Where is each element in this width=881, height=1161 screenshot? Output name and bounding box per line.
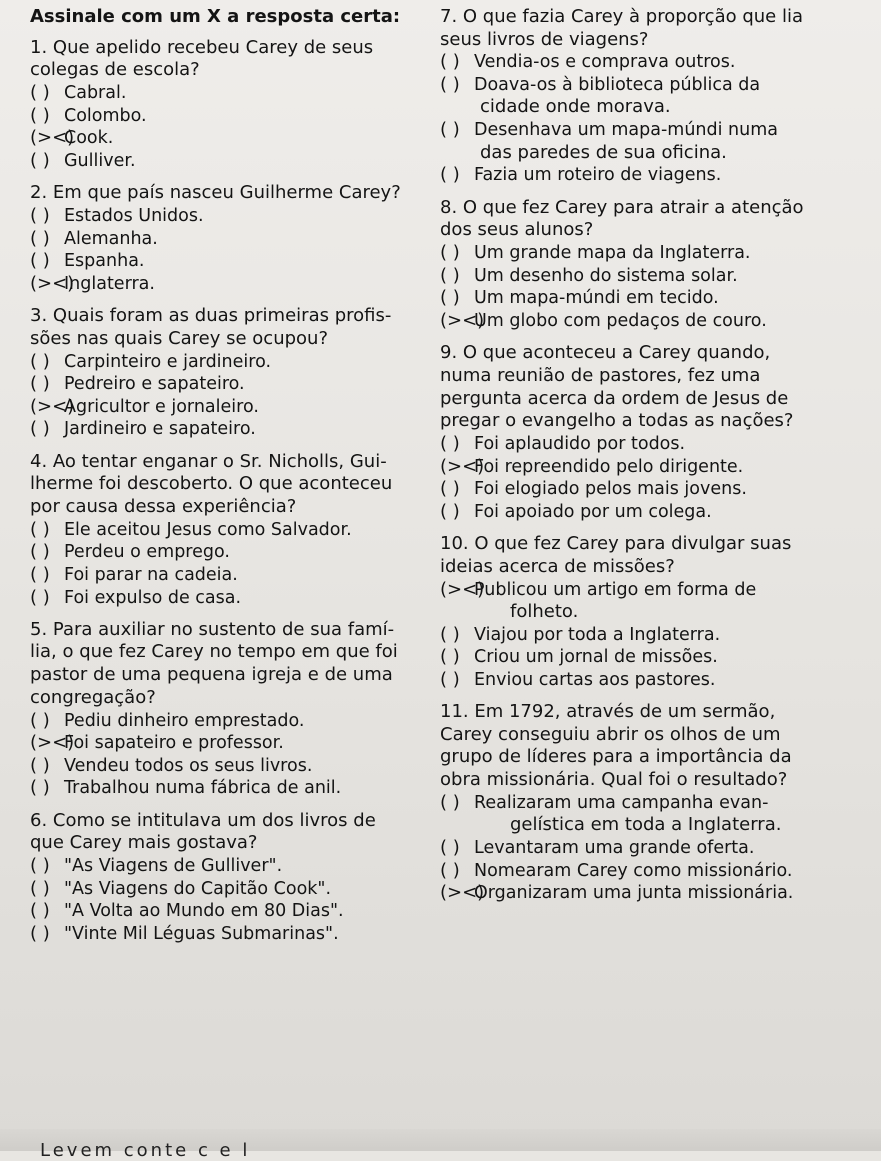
q3-option-2-label: Pedreiro e sapateiro.	[64, 374, 245, 395]
q1-option-3-checkbox[interactable]: (><)	[30, 127, 75, 149]
q6-option-2[interactable]	[30, 877, 432, 900]
question-6-line-1: 6. Como se intitulava um dos livros de	[30, 809, 376, 831]
q6-option-3-label: "A Volta ao Mundo em 80 Dias".	[64, 901, 344, 922]
q6-option-3-checkbox[interactable]: ( )	[30, 900, 50, 922]
q3-option-4-label: Jardineiro e sapateiro.	[64, 419, 256, 440]
q2-option-4-checkbox[interactable]: (><)	[30, 272, 75, 294]
q5-option-3[interactable]	[30, 754, 432, 777]
q11-option-1-label: Realizaram uma campanha evan-	[474, 792, 769, 813]
q7-option-3[interactable]	[440, 119, 876, 142]
cropped-bottom-text: Levem conte c e l	[40, 1140, 251, 1161]
q7-option-1-label: Vendia-os e comprava outros.	[474, 52, 736, 73]
q6-option-4-checkbox[interactable]: ( )	[30, 922, 50, 944]
question-11-line-1: 11. Em 1792, através de um sermão,	[440, 701, 776, 723]
q5-option-4-checkbox[interactable]: ( )	[30, 777, 50, 799]
q6-option-2-label: "As Viagens do Capitão Cook".	[64, 878, 332, 899]
q7-option-2-label-cont: cidade onde morava.	[480, 96, 671, 118]
q8-option-3[interactable]	[440, 287, 876, 310]
q1-option-2-checkbox[interactable]: ( )	[30, 104, 50, 126]
q8-option-2[interactable]	[440, 265, 876, 288]
q9-option-1-label: Foi aplaudido por todos.	[474, 433, 686, 454]
q8-option-3-label: Um mapa-múndi em tecido.	[474, 288, 719, 309]
q6-option-1-label: "As Viagens de Gulliver".	[64, 856, 283, 877]
q1-option-3-label: Cook.	[64, 128, 114, 149]
q10-option-3-checkbox[interactable]: ( )	[440, 646, 460, 668]
q5-option-2-checkbox[interactable]: (><)	[30, 732, 75, 754]
q5-option-3-checkbox[interactable]: ( )	[30, 754, 50, 776]
q1-option-3[interactable]	[30, 127, 432, 150]
question-5-line-3: pastor de uma pequena igreja e de uma	[30, 664, 393, 686]
q5-option-3-label: Vendeu todos os seus livros.	[64, 755, 313, 776]
q10-option-4-label: Enviou cartas aos pastores.	[474, 669, 716, 690]
q4-option-3-label: Foi parar na cadeia.	[64, 564, 238, 585]
q5-option-1[interactable]	[30, 709, 432, 732]
q7-option-2-label: Doava-os à biblioteca pública da	[474, 75, 761, 96]
question-10-line-1: 10. O que fez Carey para divulgar suas	[440, 533, 792, 555]
q3-option-3-label: Agricultor e jornaleiro.	[64, 396, 259, 417]
q4-option-4-checkbox[interactable]: ( )	[30, 586, 50, 608]
question-1-line-2: colegas de escola?	[30, 59, 200, 81]
q4-option-3-checkbox[interactable]: ( )	[30, 563, 50, 585]
q6-option-1-checkbox[interactable]: ( )	[30, 855, 50, 877]
q2-option-3-checkbox[interactable]: ( )	[30, 250, 50, 272]
q1-option-4-checkbox[interactable]: ( )	[30, 149, 50, 171]
question-11-line-3: grupo de líderes para a importância da	[440, 746, 792, 768]
q6-option-3[interactable]	[30, 900, 432, 923]
q4-option-2-label: Perdeu o emprego.	[64, 542, 230, 563]
q1-option-1-label: Cabral.	[64, 83, 127, 104]
q11-option-1[interactable]	[440, 792, 876, 815]
q11-option-2[interactable]	[440, 837, 876, 860]
question-4-line-1: 4. Ao tentar enganar o Sr. Nicholls, Gui-	[30, 450, 387, 472]
q6-option-1[interactable]	[30, 855, 432, 878]
q2-option-2-checkbox[interactable]: ( )	[30, 227, 50, 249]
q9-option-1-checkbox[interactable]: ( )	[440, 432, 460, 454]
q11-option-4-checkbox[interactable]: (><)	[440, 882, 485, 904]
q9-option-2[interactable]	[440, 455, 876, 478]
q4-option-1[interactable]	[30, 518, 432, 541]
q11-option-3[interactable]	[440, 859, 876, 882]
q8-option-4[interactable]	[440, 310, 876, 333]
q8-option-1[interactable]	[440, 242, 876, 265]
question-8-line-2: dos seus alunos?	[440, 219, 594, 241]
q11-option-3-label: Nomearam Carey como missionário.	[474, 860, 793, 881]
q3-option-1-label: Carpinteiro e jardineiro.	[64, 351, 272, 372]
q9-option-4[interactable]	[440, 500, 876, 523]
q2-option-2-label: Alemanha.	[64, 228, 158, 249]
question-9-line-3: pergunta acerca da ordem de Jesus de	[440, 387, 789, 409]
q10-option-2[interactable]	[440, 623, 876, 646]
question-5-line-4: congregação?	[30, 686, 156, 708]
q9-option-3-label: Foi elogiado pelos mais jovens.	[474, 479, 747, 500]
question-1-line-1: 1. Que apelido recebeu Carey de seus	[30, 36, 374, 58]
right-column	[440, 6, 876, 905]
q7-option-4-checkbox[interactable]: ( )	[440, 164, 460, 186]
q8-option-4-label: Um globo com pedaços de couro.	[474, 311, 767, 332]
q11-option-3-checkbox[interactable]: ( )	[440, 859, 460, 881]
q7-option-1[interactable]	[440, 51, 876, 74]
q11-option-1-checkbox[interactable]: ( )	[440, 791, 460, 813]
q9-option-2-label: Foi repreendido pelo dirigente.	[474, 456, 744, 477]
q10-option-1-checkbox[interactable]: (><)	[440, 578, 485, 600]
question-10-line-2: ideias acerca de missões?	[440, 555, 675, 577]
q2-option-2[interactable]	[30, 227, 432, 250]
q10-option-3-label: Criou um jornal de missões.	[474, 647, 718, 668]
q10-option-1[interactable]	[440, 578, 876, 601]
q4-option-4[interactable]	[30, 586, 432, 609]
q7-option-3-checkbox[interactable]: ( )	[440, 119, 460, 141]
q6-option-4-label: "Vinte Mil Léguas Submarinas".	[64, 923, 339, 944]
question-11-line-2: Carey conseguiu abrir os olhos de um	[440, 723, 781, 745]
q3-option-1-checkbox[interactable]: ( )	[30, 350, 50, 372]
question-5-line-2: lia, o que fez Carey no tempo em que foi	[30, 641, 398, 663]
q7-option-1-checkbox[interactable]: ( )	[440, 51, 460, 73]
q5-option-4-label: Trabalhou numa fábrica de anil.	[64, 778, 342, 799]
q8-option-1-checkbox[interactable]: ( )	[440, 242, 460, 264]
question-3-line-1: 3. Quais foram as duas primeiras profis-	[30, 305, 392, 327]
q7-option-3-label: Desenhava um mapa-múndi numa	[474, 120, 779, 141]
q7-option-2-checkbox[interactable]: ( )	[440, 74, 460, 96]
q10-option-2-checkbox[interactable]: ( )	[440, 623, 460, 645]
question-9-line-1: 9. O que aconteceu a Carey quando,	[440, 342, 771, 364]
q4-option-1-label: Ele aceitou Jesus como Salvador.	[64, 519, 352, 540]
q3-option-2[interactable]	[30, 373, 432, 396]
question-11-line-4: obra missionária. Qual foi o resultado?	[440, 769, 788, 790]
q1-option-1[interactable]	[30, 82, 432, 105]
question-4-line-3: por causa dessa experiência?	[30, 495, 297, 517]
q10-option-4[interactable]	[440, 669, 876, 692]
question-7-line-2: seus livros de viagens?	[440, 28, 649, 50]
q2-option-1-checkbox[interactable]: ( )	[30, 205, 50, 227]
question-9-line-2: numa reunião de pastores, fez uma	[440, 364, 761, 386]
q7-option-4[interactable]	[440, 164, 876, 187]
q4-option-2[interactable]	[30, 541, 432, 564]
q5-option-4[interactable]	[30, 777, 432, 800]
instruction-heading: Assinale com um X a resposta certa:	[30, 6, 401, 27]
q4-option-1-checkbox[interactable]: ( )	[30, 518, 50, 540]
q3-option-3[interactable]	[30, 396, 432, 419]
q4-option-4-label: Foi expulso de casa.	[64, 587, 242, 608]
q1-option-4-label: Gulliver.	[64, 150, 136, 171]
question-7-line-1: 7. O que fazia Carey à proporção que lia	[440, 6, 803, 27]
q3-option-1[interactable]	[30, 350, 432, 373]
q10-option-4-checkbox[interactable]: ( )	[440, 668, 460, 690]
q10-option-1-label-cont: folheto.	[510, 600, 579, 622]
q9-option-1[interactable]	[440, 433, 876, 456]
question-5-line-1: 5. Para auxiliar no sustento de sua famí-	[30, 618, 395, 640]
q3-option-4[interactable]	[30, 418, 432, 441]
q5-option-2[interactable]	[30, 732, 432, 755]
q6-option-2-checkbox[interactable]: ( )	[30, 877, 50, 899]
q10-option-3[interactable]	[440, 646, 876, 669]
q6-option-4[interactable]	[30, 923, 432, 946]
q8-option-2-label: Um desenho do sistema solar.	[474, 265, 738, 286]
q8-option-4-checkbox[interactable]: (><)	[440, 310, 485, 332]
q2-option-3-label: Espanha.	[64, 251, 145, 272]
q7-option-2[interactable]	[440, 74, 876, 97]
q9-option-3[interactable]	[440, 478, 876, 501]
q1-option-2[interactable]	[30, 104, 432, 127]
q2-option-1[interactable]	[30, 205, 432, 228]
q8-option-3-checkbox[interactable]: ( )	[440, 287, 460, 309]
q8-option-2-checkbox[interactable]: ( )	[440, 264, 460, 286]
q5-option-2-label: Foi sapateiro e professor.	[64, 733, 284, 754]
q7-option-4-label: Fazia um roteiro de viagens.	[474, 165, 722, 186]
q5-option-1-label: Pediu dinheiro emprestado.	[64, 710, 305, 731]
question-2-line-1: 2. Em que país nasceu Guilherme Carey?	[30, 182, 401, 204]
question-8-line-1: 8. O que fez Carey para atrair a atenção	[440, 196, 804, 218]
q11-option-4[interactable]	[440, 882, 876, 905]
q9-option-3-checkbox[interactable]: ( )	[440, 478, 460, 500]
q4-option-2-checkbox[interactable]: ( )	[30, 541, 50, 563]
q11-option-2-checkbox[interactable]: ( )	[440, 837, 460, 859]
question-4-line-2: lherme foi descoberto. O que aconteceu	[30, 473, 393, 495]
q3-option-2-checkbox[interactable]: ( )	[30, 373, 50, 395]
q2-option-4-label: Inglaterra.	[64, 273, 155, 294]
q4-option-3[interactable]	[30, 564, 432, 587]
q2-option-3[interactable]	[30, 250, 432, 273]
q9-option-4-label: Foi apoiado por um colega.	[474, 501, 712, 522]
q3-option-3-checkbox[interactable]: (><)	[30, 395, 75, 417]
q1-option-2-label: Colombo.	[64, 105, 147, 126]
q7-option-3-label-cont: das paredes de sua oficina.	[480, 141, 727, 163]
question-6-line-2: que Carey mais gostava?	[30, 832, 258, 854]
q11-option-2-label: Levantaram uma grande oferta.	[474, 838, 755, 859]
q10-option-2-label: Viajou por toda a Inglaterra.	[474, 624, 721, 645]
q1-option-1-checkbox[interactable]: ( )	[30, 82, 50, 104]
q11-option-1-label-cont: gelística em toda a Inglaterra.	[510, 814, 782, 836]
left-column	[30, 6, 432, 945]
q5-option-1-checkbox[interactable]: ( )	[30, 709, 50, 731]
q10-option-1-label: Publicou um artigo em forma de	[474, 579, 757, 600]
q2-option-4[interactable]	[30, 273, 432, 296]
q2-option-1-label: Estados Unidos.	[64, 206, 204, 227]
q9-option-2-checkbox[interactable]: (><)	[440, 455, 485, 477]
q11-option-4-label: Organizaram uma junta missionária.	[474, 883, 794, 904]
question-3-line-2: sões nas quais Carey se ocupou?	[30, 327, 329, 349]
q8-option-1-label: Um grande mapa da Inglaterra.	[474, 243, 751, 264]
q1-option-4[interactable]	[30, 150, 432, 173]
q3-option-4-checkbox[interactable]: ( )	[30, 418, 50, 440]
question-9-line-4: pregar o evangelho a todas as nações?	[440, 410, 794, 432]
q9-option-4-checkbox[interactable]: ( )	[440, 500, 460, 522]
